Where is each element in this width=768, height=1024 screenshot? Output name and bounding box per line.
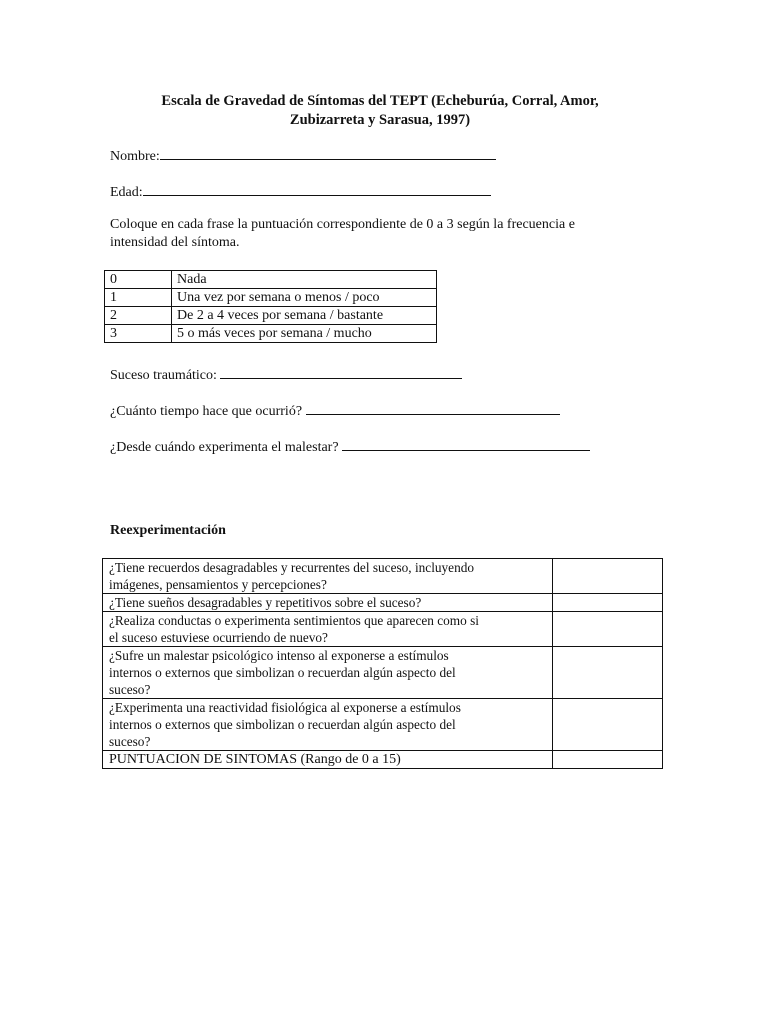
scale-value: 1: [105, 289, 172, 307]
item-question-line: suceso?: [109, 682, 151, 697]
edad-field: [110, 181, 491, 202]
total-label: PUNTUACION DE SINTOMAS (Rango de 0 a 15): [103, 751, 553, 769]
item-score-cell[interactable]: [553, 559, 663, 594]
item-score-cell[interactable]: [553, 647, 663, 699]
table-row: [103, 559, 663, 594]
table-row: [103, 612, 663, 647]
nombre-label: Nombre:: [110, 149, 160, 164]
frequency-scale-table: [104, 270, 437, 343]
item-score-cell[interactable]: [553, 594, 663, 612]
scale-value: 0: [105, 271, 172, 289]
scale-row: [105, 289, 437, 307]
table-row: [103, 699, 663, 751]
scale-row: [105, 271, 437, 289]
total-row: [103, 751, 663, 769]
total-score-cell[interactable]: [553, 751, 663, 769]
edad-label: Edad:: [110, 185, 143, 200]
item-score-cell[interactable]: [553, 699, 663, 751]
item-question-line: ¿Tiene recuerdos desagradables y recurrentes del suceso, incluyendo: [109, 560, 475, 575]
table-row: [103, 594, 663, 612]
item-question-line: imágenes, pensamientos y percepciones?: [109, 577, 327, 592]
item-question-line: el suceso estuviese ocurriendo de nuevo?: [109, 630, 328, 645]
item-question-line: ¿Sufre un malestar psicológico intenso al exponerse a estímulos: [109, 648, 449, 663]
item-question: [103, 699, 553, 751]
item-question: [103, 647, 553, 699]
suceso-blank[interactable]: [220, 364, 462, 379]
cuanto-tiempo-field: [110, 400, 560, 421]
item-question-line: ¿Realiza conductas o experimenta sentimientos que aparecen como si: [109, 613, 479, 628]
instructions: [110, 216, 650, 252]
title-line-1: Escala de Gravedad de Síntomas del TEPT (Echeburúa, Corral, Amor,: [161, 93, 599, 109]
scale-value: 2: [105, 307, 172, 325]
item-question: [103, 559, 553, 594]
title-line-2: Zubizarreta y Sarasua, 1997): [289, 112, 471, 128]
scale-row: [105, 325, 437, 343]
instructions-line-2: intensidad del síntoma.: [110, 235, 240, 250]
scale-label: Nada: [172, 271, 437, 289]
item-question-line: suceso?: [109, 734, 151, 749]
reexperimentacion-table: [102, 558, 663, 769]
desde-cuando-label: ¿Desde cuándo experimenta el malestar?: [110, 440, 343, 455]
nombre-blank[interactable]: [160, 145, 496, 160]
desde-cuando-field: [110, 436, 590, 457]
suceso-field: [110, 364, 462, 385]
nombre-field: [110, 145, 496, 166]
item-score-cell[interactable]: [553, 612, 663, 647]
desde-cuando-blank[interactable]: [342, 436, 590, 451]
scale-value: 3: [105, 325, 172, 343]
scale-label: De 2 a 4 veces por semana / bastante: [172, 307, 437, 325]
table-row: [103, 647, 663, 699]
scale-label: 5 o más veces por semana / mucho: [172, 325, 437, 343]
cuanto-tiempo-blank[interactable]: [306, 400, 560, 415]
section-heading: Reexperimentación: [110, 523, 226, 538]
item-question-line: ¿Experimenta una reactividad fisiológica al exponerse a estímulos: [109, 700, 461, 715]
suceso-label: Suceso traumático:: [110, 368, 221, 383]
scale-label: Una vez por semana o menos / poco: [172, 289, 437, 307]
item-question-line: internos o externos que simbolizan o recuerdan algún aspecto del: [109, 665, 456, 680]
scale-row: [105, 307, 437, 325]
item-question-line: internos o externos que simbolizan o recuerdan algún aspecto del: [109, 717, 456, 732]
edad-blank[interactable]: [143, 181, 491, 196]
item-question: [103, 612, 553, 647]
document-title: [110, 92, 650, 130]
instructions-line-1: Coloque en cada frase la puntuación correspondiente de 0 a 3 según la frecuencia e: [110, 217, 575, 232]
item-question-line: ¿Tiene sueños desagradables y repetitivos sobre el suceso?: [109, 595, 422, 610]
cuanto-tiempo-label: ¿Cuánto tiempo hace que ocurrió?: [110, 404, 306, 419]
item-question: [103, 594, 553, 612]
